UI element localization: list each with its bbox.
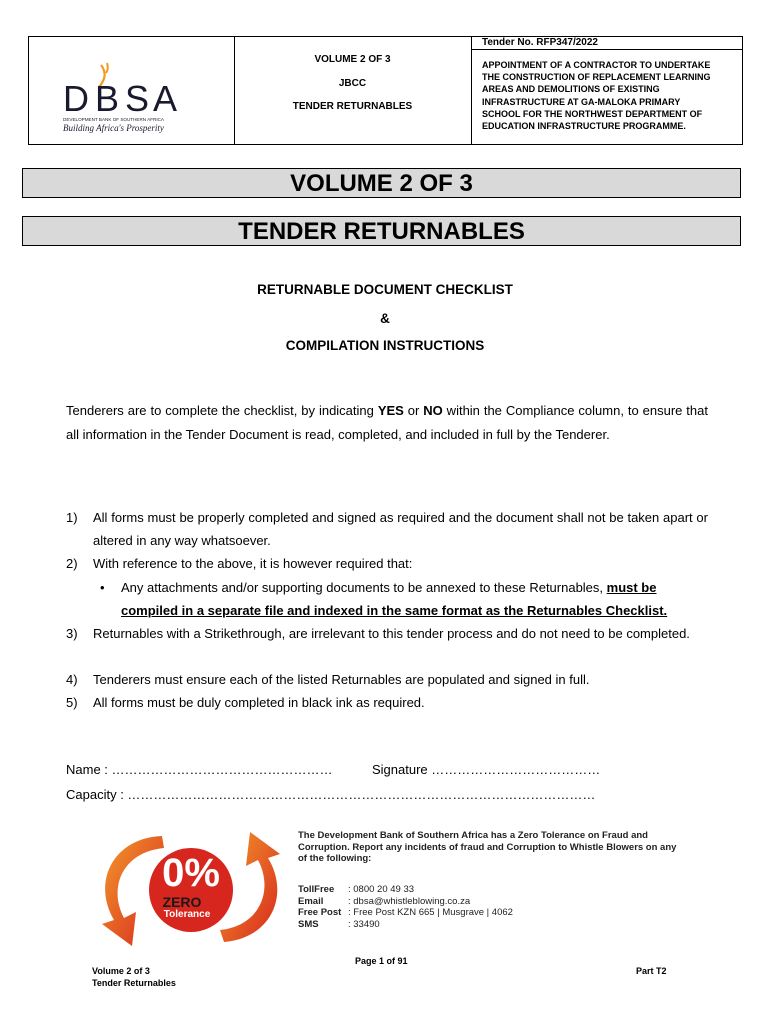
instruction-item [66,691,708,714]
instruction-subitem [95,576,708,622]
tender-number: Tender No. RFP347/2022 [472,37,742,50]
zero-percent-label: 0% [162,851,220,895]
dbsa-logo [63,59,213,139]
header-logo-cell [29,37,235,144]
instruction-subitem-text [121,576,708,622]
header-title-cell [234,37,472,144]
svg-text:Building Africa's Prosperity: Building Africa's Prosperity [63,123,164,133]
instruction-number: 1) [66,510,78,525]
svg-text:A: A [153,78,178,119]
header-contract-type: JBCC [338,78,367,89]
intro-yes: YES [377,403,404,418]
instruction-item [66,668,708,691]
returnables-banner: TENDER RETURNABLES [22,216,741,246]
footer-volume: Volume 2 of 3 [92,966,150,976]
contact-label: Free Post [298,907,342,918]
contact-value: : 33490 [348,918,380,930]
header-table [28,36,743,145]
intro-no: NO [423,403,443,418]
instruction-text: Tenderers must ensure each of the listed Returnables are populated and signed in full. [93,672,590,687]
footer-section: Tender Returnables [92,978,176,988]
fraud-notice: The Development Bank of Southern Africa has a Zero Tolerance on Fraud and Corruption. Report any incidents of fraud and Corruption to Whistle Blowers on any of the following: [298,830,677,864]
header-tender-cell [472,37,742,144]
zero-tolerance-icon [92,828,292,950]
capacity-field[interactable]: Capacity : ……………………………………………………………………………………………… [66,787,596,802]
instruction-number: 2) [66,556,78,571]
svg-text:B: B [95,78,120,119]
checklist-subtitle: COMPILATION INSTRUCTIONS [285,338,485,353]
contact-row [298,919,513,931]
instruction-text: All forms must be duly completed in black ink as required. [93,695,425,710]
contact-label: SMS [298,918,319,930]
checklist-title: RETURNABLE DOCUMENT CHECKLIST [257,282,513,297]
appointment-description [482,59,740,132]
instruction-text: All forms must be properly completed and signed as required and the document shall not be taken apart or altered in any way whatsoever. [93,510,708,548]
instruction-text: With reference to the above, it is however required that: [93,556,413,571]
checklist-ampersand: & [380,311,390,326]
intro-text: within the Compliance column, to ensure that all information in the Tender Document is read, completed, and included in full by the Tenderer. [66,403,708,442]
signature-field[interactable]: Signature ………………………………… [372,762,601,777]
appointment-line: APPOINTMENT OF A CONTRACTOR TO UNDERTAKE [482,60,711,70]
whistleblower-contacts [298,884,513,930]
header-section: TENDER RETURNABLES [292,101,413,112]
footer-part: Part T2 [636,966,667,976]
instruction-item [66,622,708,668]
zero-label: ZERO [162,894,202,910]
contact-row [298,896,513,908]
contact-value[interactable]: : dbsa@whistleblowing.co.za [348,895,471,907]
tolerance-label: Tolerance [163,909,211,920]
intro-paragraph [66,399,708,446]
svg-text:D: D [63,78,92,119]
appointment-line: SCHOOL FOR THE NORTHWEST DEPARTMENT OF [482,108,703,119]
instruction-item [66,552,708,575]
instruction-number: 3) [66,626,78,641]
contact-value: : Free Post KZN 665 | Musgrave | 4062 [348,907,513,918]
subitem-plain: Any attachments and/or supporting documents to be annexed to these Returnables, [121,580,607,595]
page-number: Page 1 of 91 [355,956,408,966]
svg-text:DEVELOPMENT BANK OF SOUTHERN A: DEVELOPMENT BANK OF SOUTHERN AFRICA [63,117,164,122]
volume-banner: VOLUME 2 OF 3 [22,168,741,198]
appointment-line: AREAS AND DEMOLITIONS OF EXISTING [482,84,660,95]
intro-text: Tenderers are to complete the checklist, by indicating [66,403,378,418]
instruction-number: 4) [66,672,78,687]
instruction-number: 5) [66,695,78,710]
instruction-item [66,506,708,552]
intro-text: or [403,403,424,418]
name-field[interactable]: Name : …………………………………………… [66,762,333,777]
appointment-line: INFRASTRUCTURE AT GA-MALOKA PRIMARY [482,96,681,107]
bullet-icon: • [100,580,105,595]
subitem-emphasis: must be compiled in a separate file and indexed in the same format as the Returnables Checklist. [121,580,668,618]
appointment-line: EDUCATION INFRASTRUCTURE PROGRAMME. [482,121,686,132]
contact-label: TollFree [298,884,335,895]
contact-value: : 0800 20 49 33 [348,884,415,895]
contact-row [298,884,513,896]
instruction-text: Returnables with a Strikethrough, are irrelevant to this tender process and do not need to be completed. [93,626,690,641]
svg-text:S: S [125,78,150,119]
contact-label: Email [298,895,324,907]
contact-row [298,907,513,919]
header-volume: VOLUME 2 OF 3 [314,54,391,65]
appointment-line: THE CONSTRUCTION OF REPLACEMENT LEARNING [482,72,711,83]
